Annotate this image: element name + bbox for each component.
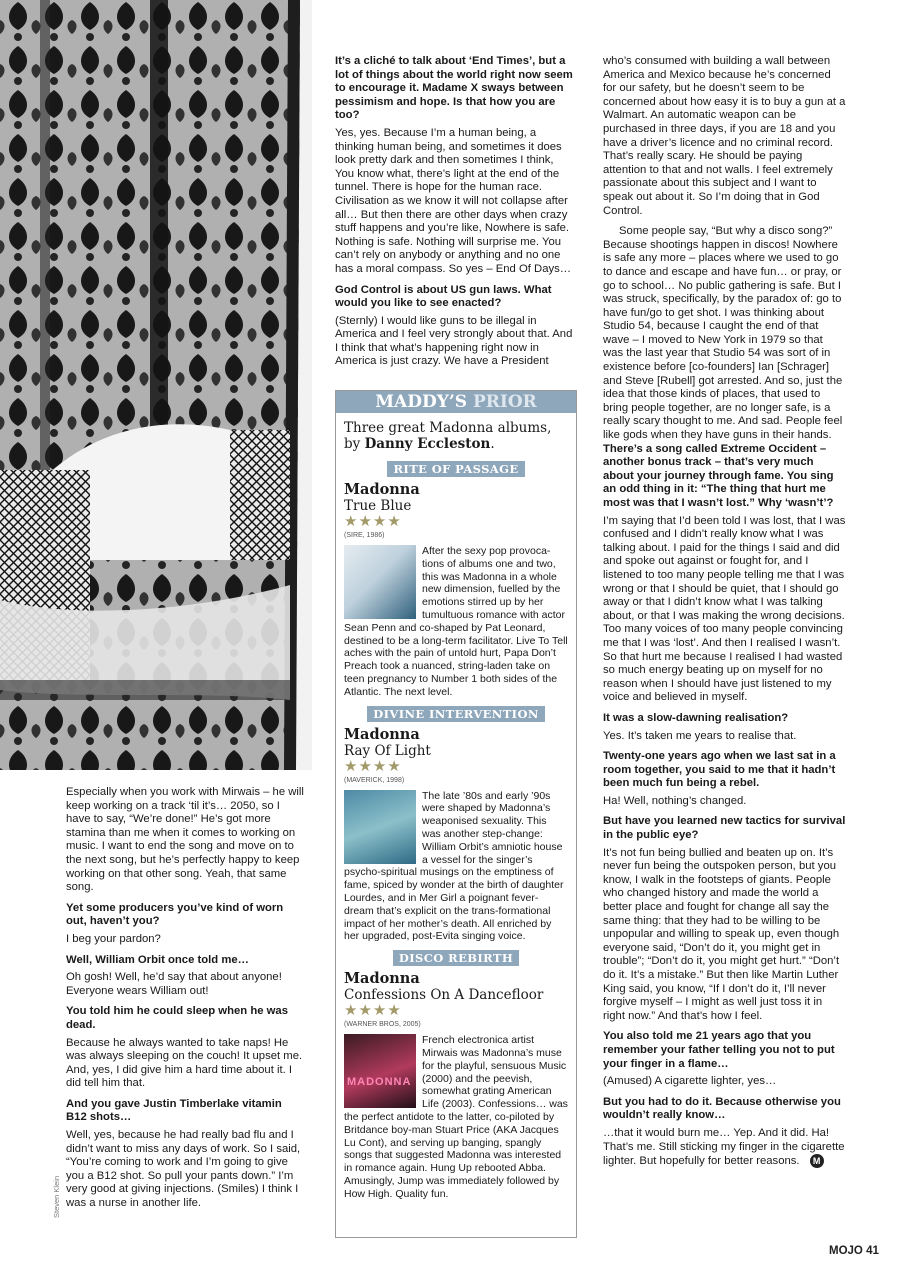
interview-answer: Oh gosh! Well, he’d say that about anyone! Everyone wears William out! [66,971,282,997]
madonna-photo [0,0,312,770]
interview-answer: (Amused) A cigarette lighter, yes… [603,1075,777,1088]
sidebar-title-accent: PRIOR [472,392,537,412]
interview-question: But have you learned new tactics for survival in the public eye? [603,815,846,842]
page-folio [829,1245,879,1257]
sidebar-title-main: MADDY’S [375,392,468,412]
album-category-tag: DISCO REBIRTH [393,950,519,966]
maddys-prior-sidebar [335,390,577,1238]
album-label: (SIRE, 1986) [344,532,385,539]
album-artist: Madonna [344,481,420,498]
interview-answer: (Sternly) I would like guns to be illegal in America and I feel very strongly about that. And I think that what’s happening right now in America is just crazy. We have a President [335,314,573,368]
star-rating: ★★★★ [344,1002,402,1020]
sidebar-header [336,391,576,413]
interview-question: God Control is about US gun laws. What would you like to see enacted? [335,283,552,310]
album-artist: Madonna [344,970,420,988]
interview-answer: Yes, yes. Because I’m a human being, a thinking human being, and sometimes it does look pretty dark and then sometimes I think, You know what, there’s light at the end of the tunnel. There is hope for the human race. Civilisation as we know it will not collapse after all… But then there are other days when crazy stuff happens and you’re like, Nowhere is safe. Nothing is safe. Nothing will surprise me. You can’t rely on anybody or anything and no one has a moral compass. So yes – End Of Days… [335,126,572,275]
interview-question: You also told me 21 years ago that you remember your father telling you not to put your finger in a flame… [603,1030,835,1070]
article-column-1 [66,786,304,1218]
album-review-text: After the sexy pop provoca-tions of albums one and two, this was Madonna in a whole new dimension, fuelled by the emotions stirred up by her tumultuous romance with actor Sean Penn and co-shaped by Pat Leonard, destined to be a long-term facilitator. Live To Tell aches with the pain of untold hurt, Papa Don’t Preach took a nuanced, string-laden take on teen pregnancy to Number 1 both sides of the Atlantic. The next level. [344,545,568,698]
end-mark-icon: M [810,1154,824,1168]
photo-credit: Steven Klein [52,1175,61,1218]
album-artist: Madonna [344,725,420,743]
album-cover-image [344,1034,416,1108]
sidebar-intro-end: . [490,436,495,452]
interview-answer: Because he always wanted to take naps! He was always sleeping on the couch! It upset me. And, yes, I did give him a hard time about it. I did tell him that. [66,1036,303,1090]
album-category-tag: DIVINE INTERVENTION [367,706,545,722]
interview-answer: Some people say, “But why a disco song?” Because shootings happen in discos! Nowhere is safe any more – places where we used to go to dance and escape and have fun… or pray, or go to school… No public gathering is safe. But I was struck, specifically, by the paradox of: go to have fun/go to get shot. I was thinking about Studio 54, because I caught the end of that wave – I moved to New York in 1979 so that was the last year that Studio 54 was sort of in existence before [co-founders] Ian [Schrager] and Steve [Rubell] got arrested. And so, just the idea that those kinds of places, that used to bring people together, are no longer safe, is a really scary thought to me. And sad. People feel like gods when they have guns in their hands. [603,225,843,442]
star-rating: ★★★★ [344,513,402,530]
interview-answer: Especially when you work with Mirwais – he will keep working on a track ‘til it’s… 2050, so I have to say, “We’re done!” He’s got more stamina than me when it comes to working on music. I want to end the song and move on to the next song, but he’s perfectly happy to keep working on that other song. Yeah, that same song. [66,786,304,894]
album-entry [336,457,576,699]
page-number: 41 [866,1245,879,1257]
article-column-2 [335,55,575,376]
album-label: (MAVERICK, 1998) [344,776,405,784]
interview-question: Well, William Orbit once told me… [66,953,249,966]
interview-question: It’s a cliché to talk about ‘End Times’, but a lot of things about the world right now seem to encourage it. Madame X sways between pessimism and hope. Is that how you are too? [335,55,573,122]
album-cover-image [344,790,416,864]
interview-answer: I beg your pardon? [66,932,161,945]
interview-question: Yet some producers you’ve kind of worn out, haven’t you? [66,901,284,928]
interview-question: Twenty-one years ago when we last sat in a room together, you said to me that it hadn’t been much fun being a rebel. [603,750,836,790]
sidebar-intro-text: Three great Madonna albums, by [344,420,552,452]
album-cover-image [344,545,416,619]
interview-answer: It’s not fun being bullied and beaten up on. It’s never fun being the outspoken person, but you know, I walk in the footsteps of giants. People who changed history and made the world a better place and fought for change all say the same thing: that they had to be willing to be unpopular and willing to speak up, even though everyone said, “Don’t do it, you might get in trouble”; “Don’t do it, you might get hurt.” “Don’t do it. It’s a mistake.” But then like Martin Luther King said, you know, “If I don’t do it, I’ll never forgive myself – I might as well just toss it in right now.” And that’s how I feel. [603,846,840,1022]
interview-question: And you gave Justin Timberlake vitamin B12 shots… [66,1097,282,1124]
album-title: True Blue [344,498,412,514]
interview-question: It was a slow-dawning realisation? [603,711,789,724]
interview-question: You told him he could sleep when he was dead. [66,1005,288,1031]
interview-answer: …that it would burn me… Yep. And it did. Ha! That’s me. Still sticking my finger in the cigarette lighter. But hopefully for better reasons. M [603,1126,845,1168]
interview-answer: I’m saying that I’d been told I was lost, that I was confused and I didn’t really know what I was talking about. I paid for the things I said and did and spoke out against or fought for, and I listened to too many people telling me that I was wrong or that I should be quiet, that I should go away or that I didn’t know what I was talking about, or that I was making the wrong decisions. Too many voices of too many people convincing me that I was ‘lost’. And then I realised I wasn’t. So that hurt me because I realised I had wasted so much energy beating up on myself for no reason when I should have just listened to my voice and believed in myself. [603,514,846,704]
photo-illustration [0,0,312,770]
album-cover-text: MADONNA [347,1076,412,1089]
sidebar-author: Danny Eccleston [364,436,491,452]
interview-answer: Yes. It’s taken me years to realise that. [603,729,797,742]
sidebar-intro [336,413,576,457]
album-review [336,790,576,944]
interview-answer: Ha! Well, nothing’s changed. [603,794,747,807]
album-review [336,545,576,699]
album-title: Confessions On A Dancefloor [344,987,544,1004]
album-entry [336,702,576,944]
album-review-text: French electronica artist Mirwais was Madonna’s muse for the playful, sensuous Music (2000) and the peevish, somewhat grating American Life (2003). Confessions… was the perfect antidote to the latter, co-piloted by Britdance boy-man Stuart Price (AKA Jacques Lu Cont), and serving up banging, spangly songs that suggested Madonna was interested in romance again. Hung Up rebooted Abba. Amusingly, Jump was immediately followed by How High. Quality fun. [344,1034,568,1200]
interview-question: But you had to do it. Because otherwise you wouldn’t really know… [603,1095,841,1122]
album-review-text: The late ’80s and early ’90s were shaped by Madonna’s weaponised sexuality. This was another step-change: William Orbit’s amniotic house a vessel for the singer’s psycho-spiritual musings on the emptiness of fame, spiced by wonder at the birth of daughter Lourdes, and in Mer Girl a poignant fever-dream that’s explicit on the trans-formational impact of her mother’s death. All enriched by her upgraded, post-Evita singing voice. [344,789,564,943]
article-column-3 [603,55,846,1176]
magazine-name: MOJO [829,1245,863,1257]
interview-answer: who’s consumed with building a wall between America and Mexico because he’s concerned for our safety, but he doesn’t seem to be concerned about how easy it is to buy a gun at a Walmart. An automatic weapon can be purchased in three days, if you are 18 and you have a driver’s licence and no criminal record. That’s really scary. He should be paying attention to that and not walls. I feel extremely passionate about this subject and I want to speak out about it. So I’m doing that in God Control. [603,55,846,217]
album-category-tag: RITE OF PASSAGE [387,461,524,477]
interview-answer: Well, yes, because he had really bad flu and I didn’t want to miss any days of work. So I said, “You’re coming to work and I’m going to give you a B12 shot. So pull your pants down.” I’m very good at giving injections. (Smiles) I think I was a nurse in another life. [66,1129,301,1210]
star-rating: ★★★★ [344,757,402,775]
album-review [336,1034,576,1200]
album-label: (WARNER BROS, 2005) [344,1021,421,1029]
album-title: Ray Of Light [344,742,431,759]
interview-question: There’s a song called Extreme Occident – another bonus track – that’s very much about your journey through fame. You sing an odd thing in it: “The thing that hurt me most was that I wasn’t lost.” Why ‘wasn’t’? [603,442,834,509]
album-entry [336,946,576,1200]
